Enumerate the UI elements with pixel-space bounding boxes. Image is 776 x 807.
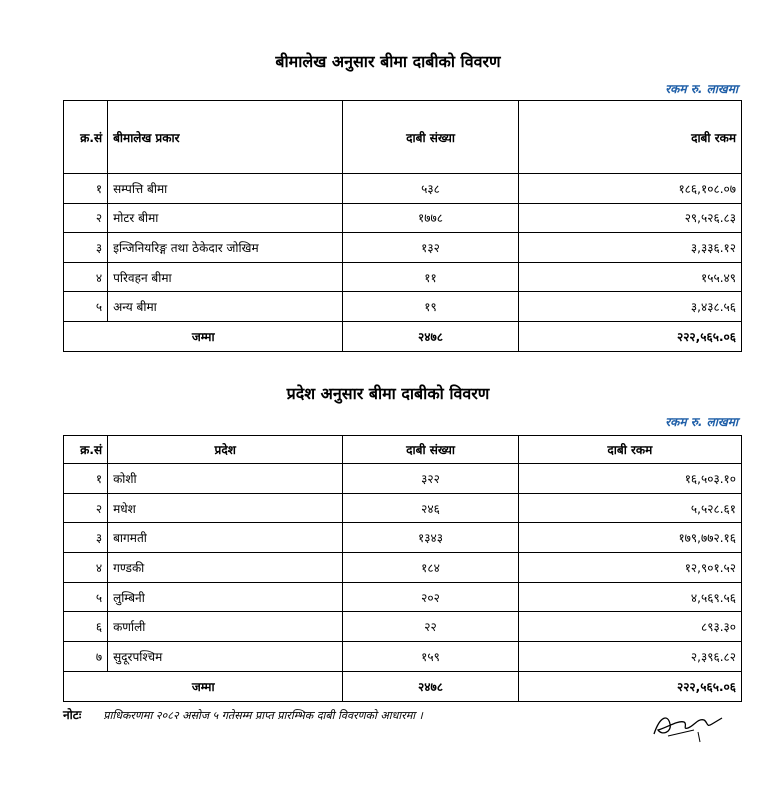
table-header-row: [64, 436, 742, 464]
table-row: [64, 612, 742, 642]
table1-unit-note: रकम रु. लाखमा: [665, 82, 738, 96]
cell-count: २४६: [343, 493, 518, 523]
table-row: [64, 642, 742, 672]
claims-by-province-table: [63, 435, 742, 702]
cell-count: १५९: [343, 642, 518, 672]
table-row: [64, 262, 742, 292]
cell-amount: १८६,१०८.०७: [518, 174, 741, 204]
claims-by-policy-table: [63, 100, 742, 352]
footnote: [63, 706, 423, 723]
total-label: जम्मा: [64, 321, 343, 351]
cell-name: कोशी: [108, 464, 343, 494]
table2-unit-note: रकम रु. लाखमा: [665, 415, 738, 429]
table-row: [64, 553, 742, 583]
cell-count: ११: [343, 262, 518, 292]
cell-count: २०२: [343, 582, 518, 612]
cell-name: इन्जिनियरिङ्ग तथा ठेकेदार जोखिम: [108, 233, 343, 263]
footnote-label: नोटः: [63, 708, 82, 722]
total-row: [64, 671, 742, 701]
total-label: जम्मा: [64, 671, 343, 701]
col-header-claim-amount: दाबी रकम: [518, 436, 741, 464]
cell-name: मोटर बीमा: [108, 203, 343, 233]
total-row: [64, 321, 742, 351]
cell-sn: ५: [64, 292, 108, 322]
table1-title: बीमालेख अनुसार बीमा दाबीको विवरण: [275, 52, 501, 71]
cell-sn: २: [64, 493, 108, 523]
cell-count: १७७८: [343, 203, 518, 233]
cell-sn: ३: [64, 523, 108, 553]
cell-name: परिवहन बीमा: [108, 262, 343, 292]
cell-amount: १२,९०१.५२: [518, 553, 741, 583]
cell-count: १८४: [343, 553, 518, 583]
cell-amount: २,३९६.८२: [518, 642, 741, 672]
table-row: [64, 233, 742, 263]
cell-count: १९: [343, 292, 518, 322]
cell-amount: १७९,७७२.१६: [518, 523, 741, 553]
cell-sn: २: [64, 203, 108, 233]
cell-count: २२: [343, 612, 518, 642]
cell-count: ३२२: [343, 464, 518, 494]
cell-sn: ५: [64, 582, 108, 612]
table-row: [64, 464, 742, 494]
cell-amount: ८९३.३०: [518, 612, 741, 642]
table-row: [64, 582, 742, 612]
signature: [648, 706, 728, 746]
cell-name: लुम्बिनी: [108, 582, 343, 612]
total-amount: २२२,५६५.०६: [518, 321, 741, 351]
table-row: [64, 292, 742, 322]
cell-name: बागमती: [108, 523, 343, 553]
cell-amount: ३,३३६.१२: [518, 233, 741, 263]
table2-title: प्रदेश अनुसार बीमा दाबीको विवरण: [286, 384, 490, 403]
table-header-row: [64, 101, 742, 174]
table-row: [64, 203, 742, 233]
col-header-province: प्रदेश: [108, 436, 343, 464]
cell-count: १३४३: [343, 523, 518, 553]
cell-count: ५३८: [343, 174, 518, 204]
cell-amount: २९,५२६.८३: [518, 203, 741, 233]
footnote-text: प्राधिकरणमा २०८२ असोज ५ गतेसम्म प्राप्त प्रारम्भिक दाबी विवरणको आधारमा ।: [103, 709, 423, 722]
cell-amount: ३,४३८.५६: [518, 292, 741, 322]
cell-sn: ६: [64, 612, 108, 642]
col-header-policy-type: बीमालेख प्रकार: [108, 101, 343, 174]
col-header-claim-amount: दाबी रकम: [518, 101, 741, 174]
cell-sn: १: [64, 174, 108, 204]
total-count: २४७८: [343, 321, 518, 351]
cell-amount: ५,५२८.६१: [518, 493, 741, 523]
cell-amount: ४,५६९.५६: [518, 582, 741, 612]
cell-name: सम्पत्ति बीमा: [108, 174, 343, 204]
table-row: [64, 523, 742, 553]
col-header-claim-count: दाबी संख्या: [343, 436, 518, 464]
col-header-sn: क्र.सं: [64, 436, 108, 464]
cell-sn: ३: [64, 233, 108, 263]
cell-name: अन्य बीमा: [108, 292, 343, 322]
cell-name: मधेश: [108, 493, 343, 523]
cell-sn: ४: [64, 262, 108, 292]
cell-amount: १६,५०३.१०: [518, 464, 741, 494]
table-row: [64, 493, 742, 523]
cell-count: १३२: [343, 233, 518, 263]
total-amount: २२२,५६५.०६: [518, 671, 741, 701]
table-row: [64, 174, 742, 204]
cell-sn: ७: [64, 642, 108, 672]
cell-name: कर्णाली: [108, 612, 343, 642]
cell-amount: १५५.४९: [518, 262, 741, 292]
cell-name: सुदूरपश्चिम: [108, 642, 343, 672]
cell-sn: १: [64, 464, 108, 494]
total-count: २४७८: [343, 671, 518, 701]
col-header-claim-count: दाबी संख्या: [343, 101, 518, 174]
cell-sn: ४: [64, 553, 108, 583]
col-header-sn: क्र.सं: [64, 101, 108, 174]
cell-name: गण्डकी: [108, 553, 343, 583]
